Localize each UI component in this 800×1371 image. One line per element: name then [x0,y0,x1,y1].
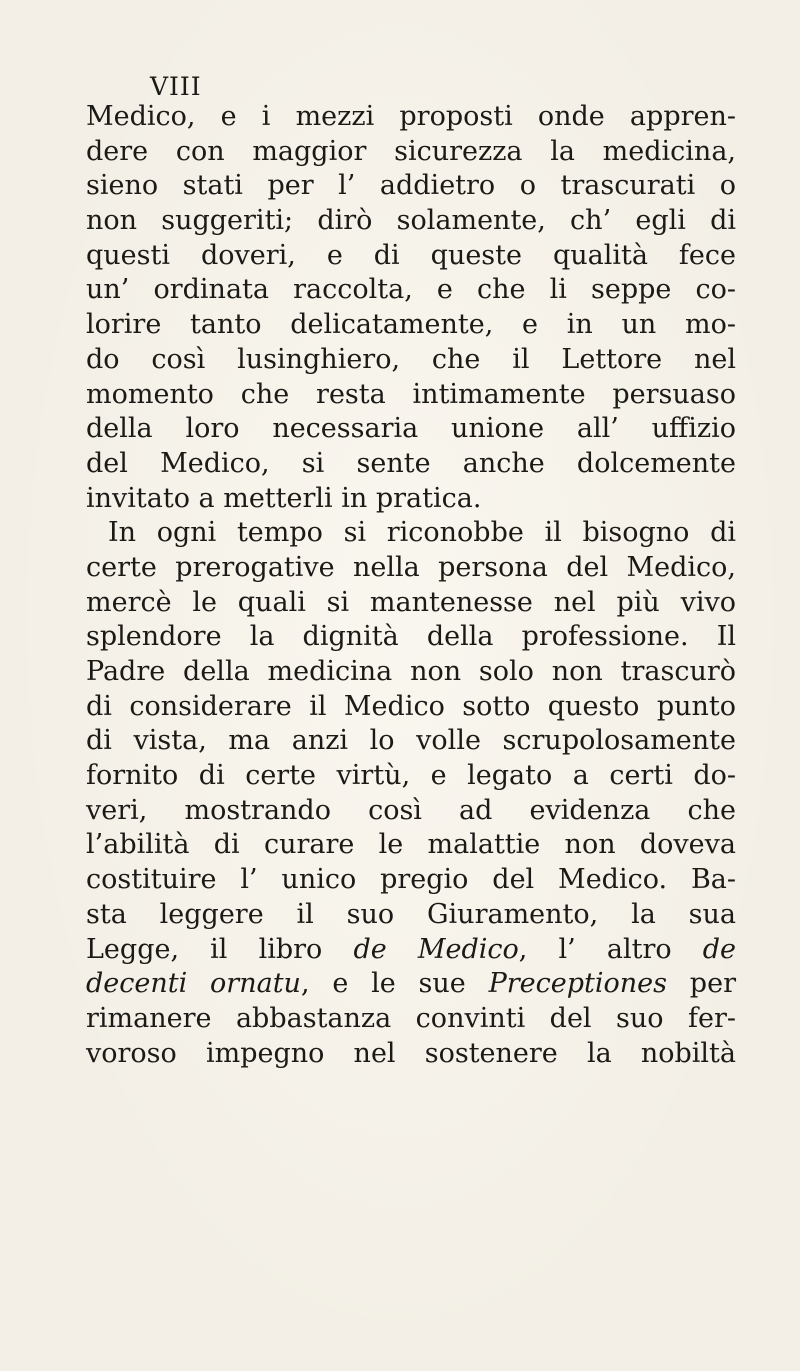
text-line [86,828,736,863]
text-line [86,655,736,690]
text-line [86,169,736,204]
text-line [86,967,736,1002]
text-segment: Padre della medicina non solo non trascurò [86,656,736,687]
italic-text-segment: de [702,933,737,965]
text-segment: splendore la dignità della professione. Il [86,621,736,653]
text-segment: di vista, ma anzi lo volle scrupolosamente [86,725,736,757]
text-segment: voroso impegno nel sostenere la nobiltà [86,1037,736,1069]
text-line [86,863,736,898]
text-segment: veri, mostrando così ad evidenza che [86,794,736,826]
text-segment: questi doveri, e di queste qualità fece [86,239,736,271]
text-segment: della loro necessaria unione all’ uffizio [86,413,736,445]
italic-text-segment: Preceptiones [488,968,667,1000]
text-line [86,135,736,170]
text-segment: do così lusinghiero, che il Lettore nel [86,343,736,375]
text-line [86,273,736,308]
text-line [86,690,736,725]
text-segment: Legge, il libro [86,933,354,965]
text-segment: sieno stati per l’ addietro o trascurati o [86,170,736,202]
text-segment: sta leggere il suo Giuramento, la sua [86,898,736,930]
text-segment: del Medico, si sente anche dolcemente [86,447,736,479]
text-line [86,343,736,378]
text-segment: un’ ordinata raccolta, e che li seppe co- [86,274,736,306]
text-segment: momento che resta intimamente persuaso [86,378,736,410]
text-line [86,204,736,239]
text-line [86,933,736,968]
text-line [86,482,736,517]
text-line [86,100,736,135]
text-segment: per [667,968,736,1000]
text-line [86,794,736,829]
text-segment: mercè le quali si mantenesse nel più vivo [86,586,736,618]
text-segment: dere con maggior sicurezza la medicina, [86,135,736,167]
text-line [86,447,736,482]
text-line [86,724,736,759]
text-line [86,620,736,655]
italic-text-segment: de Medico [353,933,519,965]
text-segment: costituire l’ unico pregio del Medico. Ba- [86,864,736,896]
text-segment: invitato a metterli in pratica. [86,482,482,514]
text-segment: rimanere abbastanza convinti del suo fer- [86,1002,736,1034]
text-segment: l’abilità di curare le malattie non doveva [86,829,736,861]
text-segment: fornito di certe virtù, e legato a certi do- [86,760,736,792]
text-line [86,551,736,586]
text-line [86,759,736,794]
text-segment: , l’ altro [518,933,703,965]
text-line [86,412,736,447]
text-segment: In ogni tempo si riconobbe il bisogno di [108,517,736,549]
italic-text-segment: decenti ornatu [86,968,301,1000]
text-line [86,1037,736,1072]
text-segment: lorire tanto delicatamente, e in un mo- [86,309,736,341]
text-segment: non suggeriti; dirò solamente, ch’ egli di [86,205,736,237]
page-number: VIII [150,72,202,101]
text-line [86,308,736,343]
text-line [86,378,736,413]
text-line [86,898,736,933]
text-line [86,1002,736,1037]
text-line [86,239,736,274]
text-segment: certe prerogative nella persona del Medico, [86,551,736,583]
text-line [86,516,736,551]
text-segment: di considerare il Medico sotto questo punto [86,690,736,722]
body-text [86,100,736,1071]
text-line [86,586,736,621]
text-segment: Medico, e i mezzi proposti onde appren- [86,101,736,132]
text-segment: , e le sue [300,968,489,1000]
